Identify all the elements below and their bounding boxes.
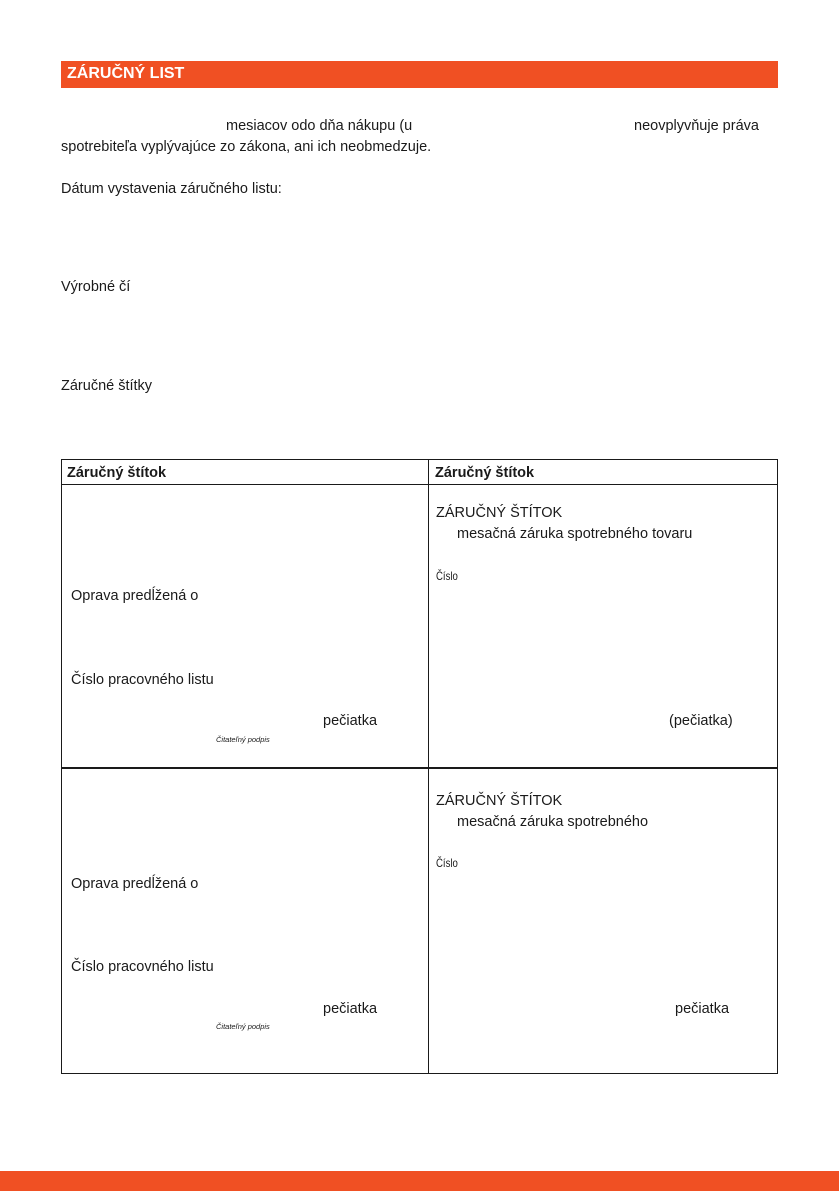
warranty-tag-stamp-label: pečiatka bbox=[675, 1001, 730, 1017]
issue-date-label: Dátum vystavenia záručného listu: bbox=[61, 181, 282, 197]
intro-text-part2: neovplyvňuje práva bbox=[634, 118, 759, 134]
warranty-tag-subtitle: mesačná záruka spotrebného bbox=[457, 814, 649, 830]
intro-text-part1: mesiacov odo dňa nákupu (u bbox=[226, 118, 413, 134]
title-bar bbox=[61, 61, 778, 88]
warranty-tag-number-label: Číslo bbox=[436, 569, 458, 583]
warranty-tag-title: ZÁRUČNÝ ŠTÍTOK bbox=[436, 505, 563, 521]
intro-text-line2: spotrebiteľa vyplývajúce zo zákona, ani ich neobmedzuje. bbox=[61, 139, 432, 155]
table-divider-middle bbox=[61, 767, 778, 769]
stamp-label: pečiatka bbox=[323, 713, 378, 729]
stamp-label: pečiatka bbox=[323, 1001, 378, 1017]
table-header-right: Záručný štítok bbox=[435, 465, 535, 481]
signature-label: Čitateľný podpis bbox=[216, 735, 270, 744]
worksheet-number-label: Číslo pracovného listu bbox=[71, 672, 214, 688]
warranty-tag-number-label: Číslo bbox=[436, 856, 458, 870]
warranty-tag-stamp-label: (pečiatka) bbox=[669, 713, 733, 729]
signature-label: Čitateľný podpis bbox=[216, 1022, 270, 1031]
warranty-tag-subtitle: mesačná záruka spotrebného tovaru bbox=[457, 526, 693, 542]
page-title: ZÁRUČNÝ LIST bbox=[67, 65, 185, 82]
repair-extended-label: Oprava predĺžená o bbox=[71, 876, 199, 892]
table-divider-header bbox=[61, 484, 778, 485]
footer-bar bbox=[0, 1171, 839, 1191]
serial-number-label: Výrobné čí bbox=[61, 279, 131, 295]
warranty-tag-title: ZÁRUČNÝ ŠTÍTOK bbox=[436, 793, 563, 809]
worksheet-number-label: Číslo pracovného listu bbox=[71, 959, 214, 975]
warranty-labels-heading: Záručné štítky bbox=[61, 378, 153, 394]
repair-extended-label: Oprava predĺžená o bbox=[71, 588, 199, 604]
table-header-left: Záručný štítok bbox=[67, 465, 167, 481]
